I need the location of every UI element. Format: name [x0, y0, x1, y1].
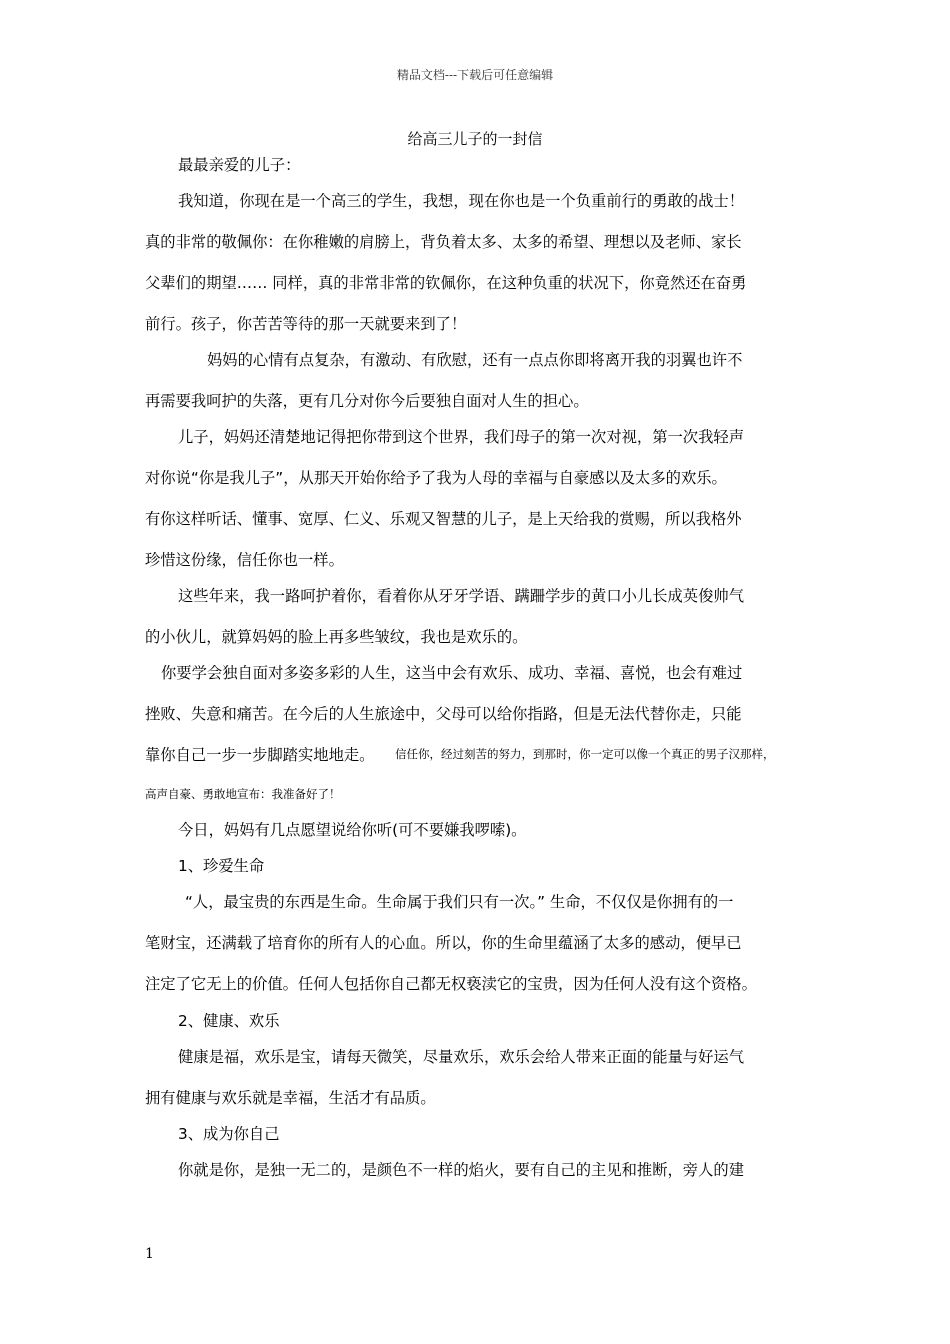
- paragraph-line: 珍惜这份缘，信任你也一样。: [145, 551, 344, 569]
- section-heading: 2、健康、欢乐: [178, 1012, 280, 1030]
- paragraph-line: 靠你自己一步一步脚踏实地地走。: [145, 746, 375, 764]
- paragraph-line: 真的非常的敬佩你：在你稚嫩的肩膀上，背负着太多、太多的希望、理想以及老师、家长: [145, 233, 742, 251]
- paragraph-line-small: 信任你，经过刻苦的努力，到那时，你一定可以像一个真正的男子汉那样，: [395, 747, 775, 761]
- section-heading: 3、成为你自己: [178, 1125, 280, 1143]
- paragraph-line: 拥有健康与欢乐就是幸福，生活才有品质。: [145, 1089, 436, 1107]
- paragraph-line-small: 高声自豪、勇敢地宣布：我准备好了！: [145, 787, 341, 801]
- paragraph-line: “人，最宝贵的东西是生命。生命属于我们只有一次。” 生命，不仅仅是你拥有的一: [185, 893, 734, 911]
- paragraph-line: 你就是你，是独一无二的，是颜色不一样的焰火，要有自己的主见和推断，旁人的建: [178, 1161, 744, 1179]
- paragraph-line: 挫败、失意和痛苦。在今后的人生旅途中，父母可以给你指路，但是无法代替你走，只能: [145, 705, 742, 723]
- paragraph-line: 的小伙儿，就算妈妈的脸上再多些皱纹，我也是欢乐的。: [145, 628, 528, 646]
- paragraph-line: 再需要我呵护的失落，更有几分对你今后要独自面对人生的担心。: [145, 392, 589, 410]
- paragraph-line: 今日，妈妈有几点愿望说给你听(可不要嫌我啰嗦)。: [178, 821, 527, 839]
- section-heading: 1、珍爱生命: [178, 857, 265, 875]
- letter-title: 给高三儿子的一封信: [407, 130, 543, 148]
- page-header: 精品文档---下载后可任意编辑: [396, 68, 554, 82]
- paragraph-line: 妈妈的心情有点复杂，有激动、有欣慰，还有一点点你即将离开我的羽翼也许不: [207, 351, 743, 369]
- paragraph-line: 前行。孩子，你苦苦等待的那一天就要来到了！: [145, 315, 467, 333]
- paragraph-line: 笔财宝，还满载了培育你的所有人的心血。所以，你的生命里蕴涵了太多的感动，便早已: [145, 934, 742, 952]
- paragraph-line: 有你这样听话、懂事、宽厚、仁义、乐观又智慧的儿子，是上天给我的赏赐，所以我格外: [145, 510, 742, 528]
- paragraph-line: 注定了它无上的价值。任何人包括你自己都无权亵渎它的宝贵，因为任何人没有这个资格。: [145, 975, 757, 993]
- paragraph-line: 父辈们的期望…… 同样，真的非常非常的钦佩你，在这种负重的状况下，你竟然还在奋勇: [145, 274, 747, 292]
- page-number: 1: [145, 1246, 154, 1262]
- paragraph-line: 儿子，妈妈还清楚地记得把你带到这个世界，我们母子的第一次对视，第一次我轻声: [178, 428, 744, 446]
- paragraph-line: 对你说“你是我儿子”，从那天开始你给予了我为人母的幸福与自豪感以及太多的欢乐。: [145, 469, 727, 487]
- paragraph-line: 我知道，你现在是一个高三的学生，我想，现在你也是一个负重前行的勇敢的战士！: [178, 192, 744, 210]
- paragraph-line: 你要学会独自面对多姿多彩的人生，这当中会有欢乐、成功、幸福、喜悦，也会有难过: [161, 664, 743, 682]
- paragraph-line: 这些年来，我一路呵护着你，看着你从牙牙学语、蹒跚学步的黄口小儿长成英俊帅气: [178, 587, 744, 605]
- salutation: 最最亲爱的儿子：: [178, 156, 301, 174]
- paragraph-line: 健康是福，欢乐是宝，请每天微笑，尽量欢乐，欢乐会给人带来正面的能量与好运气: [178, 1048, 744, 1066]
